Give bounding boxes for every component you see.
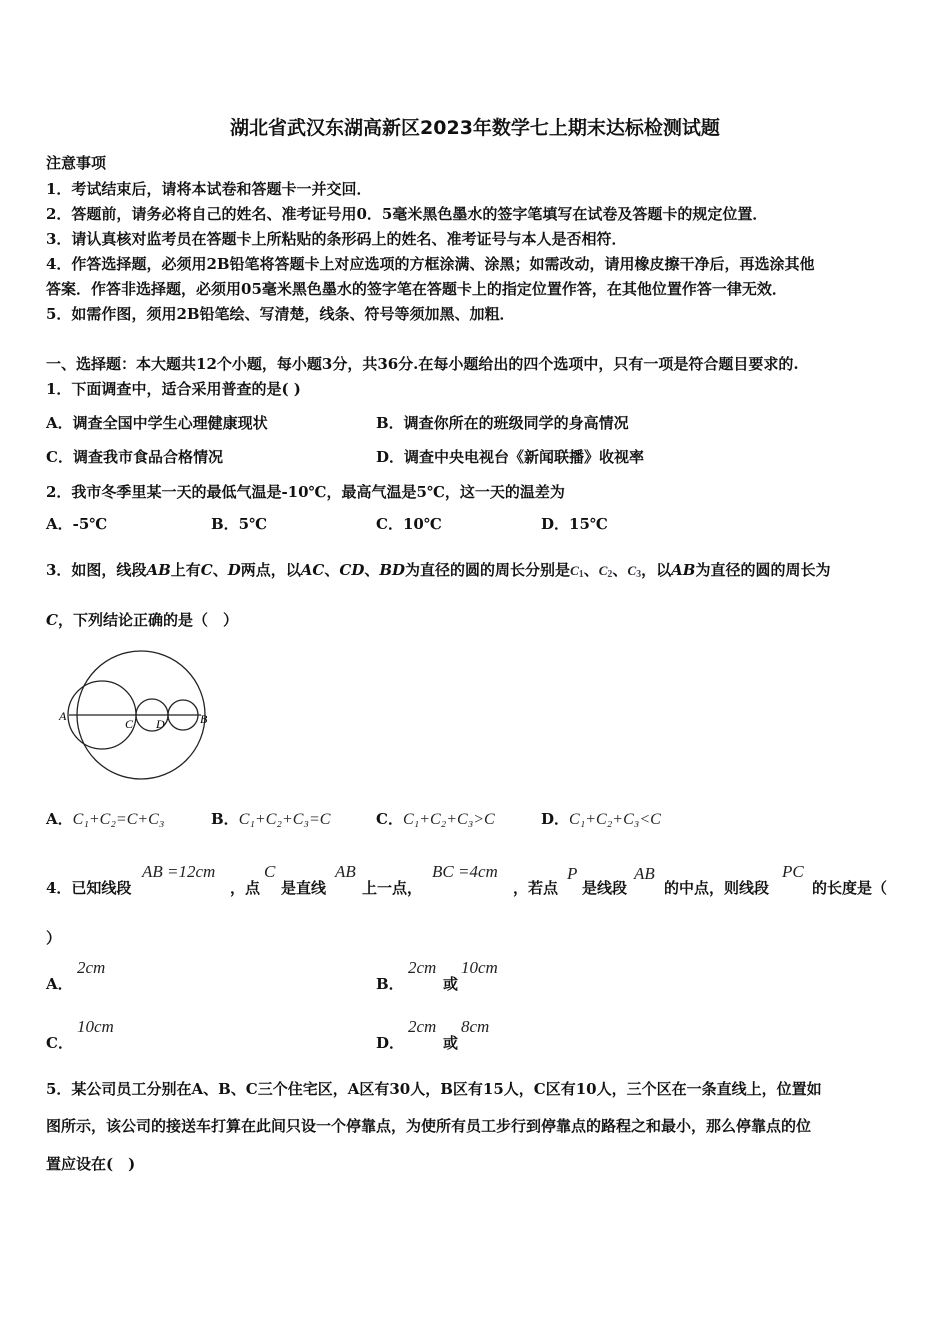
question-4-text: ，若点 [513, 879, 559, 897]
label-b: B [200, 712, 208, 726]
question-4-text: 的中点，则线段 [664, 879, 770, 897]
point-c: C [200, 561, 213, 579]
question-1-option-c: C．调查我市食品合格情况 [46, 448, 223, 466]
question-4-text: 4．已知线段 [46, 879, 132, 897]
math-line-ab: AB [335, 862, 356, 881]
notice-heading: 注意事项 [46, 154, 107, 172]
question-4-option-c-value: 10cm [77, 1017, 114, 1036]
question-3-option-a: A．C₁+C₂=C+C₃ [46, 810, 165, 828]
question-3-option-c: C．C₁+C₂+C₃>C [376, 810, 495, 828]
question-4-text: 的长度是（ [812, 879, 888, 897]
question-5-stem-line2: 图所示，该公司的接送车打算在此间只设一个停靠点，为使所有员工步行到停靠点的路程之和最小，那么停靠点的位 [46, 1117, 812, 1135]
question-1-option-b: B．调查你所在的班级同学的身高情况 [376, 414, 629, 432]
math-segment-ab: AB [634, 864, 655, 883]
notice-item: 5．如需作图，须用2B铅笔绘、写清楚，线条、符号等须加黑、加粗． [46, 305, 515, 323]
question-3-stem: 3．如图，线段AB上有C、D两点，以AC、CD、BD为直径的圆的周长分别是$C_1$、$C_2$、$C_3$，以AB为直径的圆的周长为 [46, 561, 831, 580]
question-4-option-d-letter: D． [376, 1034, 405, 1052]
question-1-stem: 1．下面调查中，适合采用普查的是( ) [46, 380, 301, 398]
question-5-stem-line3: 置应设在( ) [46, 1155, 136, 1173]
label-c: C [125, 717, 134, 731]
question-4-text: 上一点， [362, 879, 423, 897]
segment-ab: AB [146, 561, 171, 579]
math-bc-length: BC =4cm [432, 862, 498, 881]
question-4-text: 是线段 [582, 879, 628, 897]
question-4-option-b-letter: B． [376, 975, 404, 993]
question-3-option-b: B．C₁+C₂+C₃=C [211, 810, 331, 828]
question-4-option-a-letter: A． [46, 975, 73, 993]
notice-item: 4．作答选择题，必须用2B铅笔将答题卡上对应选项的方框涂满、涂黑；如需改动，请用橡皮擦干净后，再选涂其他 [46, 255, 815, 273]
math-ab-length: AB =12cm [142, 862, 216, 881]
question-5-stem: 5．某公司员工分别在A、B、C三个住宅区，A区有30人，B区有15人，C区有10人，三个区在一条直线上，位置如 [46, 1080, 822, 1098]
question-4-option-d-value2: 8cm [461, 1017, 490, 1036]
question-4-text: 是直线 [281, 879, 327, 897]
question-4-option-b-value2: 10cm [461, 958, 498, 977]
math-point-p: P [567, 864, 578, 883]
notice-item: 答案．作答非选择题，必须用05毫米黑色墨水的签字笔在答题卡上的指定位置作答，在其他位置作答一律无效． [46, 280, 787, 298]
page-title: 湖北省武汉东湖高新区2023年数学七上期末达标检测试题 [230, 117, 720, 139]
notice-item: 3．请认真核对监考员在答题卡上所粘贴的条形码上的姓名、准考证号与本人是否相符． [46, 230, 627, 248]
notice-item: 2．答题前，请务必将自己的姓名、准考证号用0．5毫米黑色墨水的签字笔填写在试卷及答题卡的规定位置． [46, 205, 768, 223]
question-4-option-d-or: 或 [443, 1034, 459, 1052]
question-4-option-c-letter: C． [46, 1034, 73, 1052]
point-d: D [227, 561, 241, 579]
question-4-option-b-or: 或 [443, 975, 459, 993]
label-d: D [156, 717, 165, 731]
question-2-stem: 2．我市冬季里某一天的最低气温是-10℃，最高气温是5℃，这一天的温差为 [46, 483, 565, 501]
question-4-option-b-value1: 2cm [408, 958, 437, 977]
question-4-option-a-value: 2cm [77, 958, 106, 977]
question-4-option-d-value1: 2cm [408, 1017, 437, 1036]
question-1-option-a: A．调查全国中学生心理健康现状 [46, 414, 268, 432]
question-3-stem-line2: C，下列结论正确的是（ ） [46, 611, 238, 629]
question-4-text: ，点 [230, 879, 261, 897]
notice-item: 1．考试结束后，请将本试卷和答题卡一并交回． [46, 180, 372, 198]
question-3-option-d: D．C₁+C₂+C₃<C [541, 810, 661, 828]
math-point-c: C [264, 862, 276, 881]
question-2-option-a: A．-5℃ [46, 515, 108, 533]
question-4-text: ） [46, 929, 62, 947]
math-segment-pc: PC [782, 862, 804, 881]
section-heading: 一、选择题：本大题共12个小题，每小题3分，共36分.在每小题给出的四个选项中，只有一项是符合题目要求的. [46, 355, 799, 373]
circles-figure [56, 648, 224, 782]
question-1-option-d: D．调查中央电视台《新闻联播》收视率 [376, 448, 645, 466]
label-a: A [59, 709, 67, 723]
question-2-option-c: C．10℃ [376, 515, 442, 533]
question-2-option-b: B．5℃ [211, 515, 268, 533]
question-2-option-d: D．15℃ [541, 515, 608, 533]
